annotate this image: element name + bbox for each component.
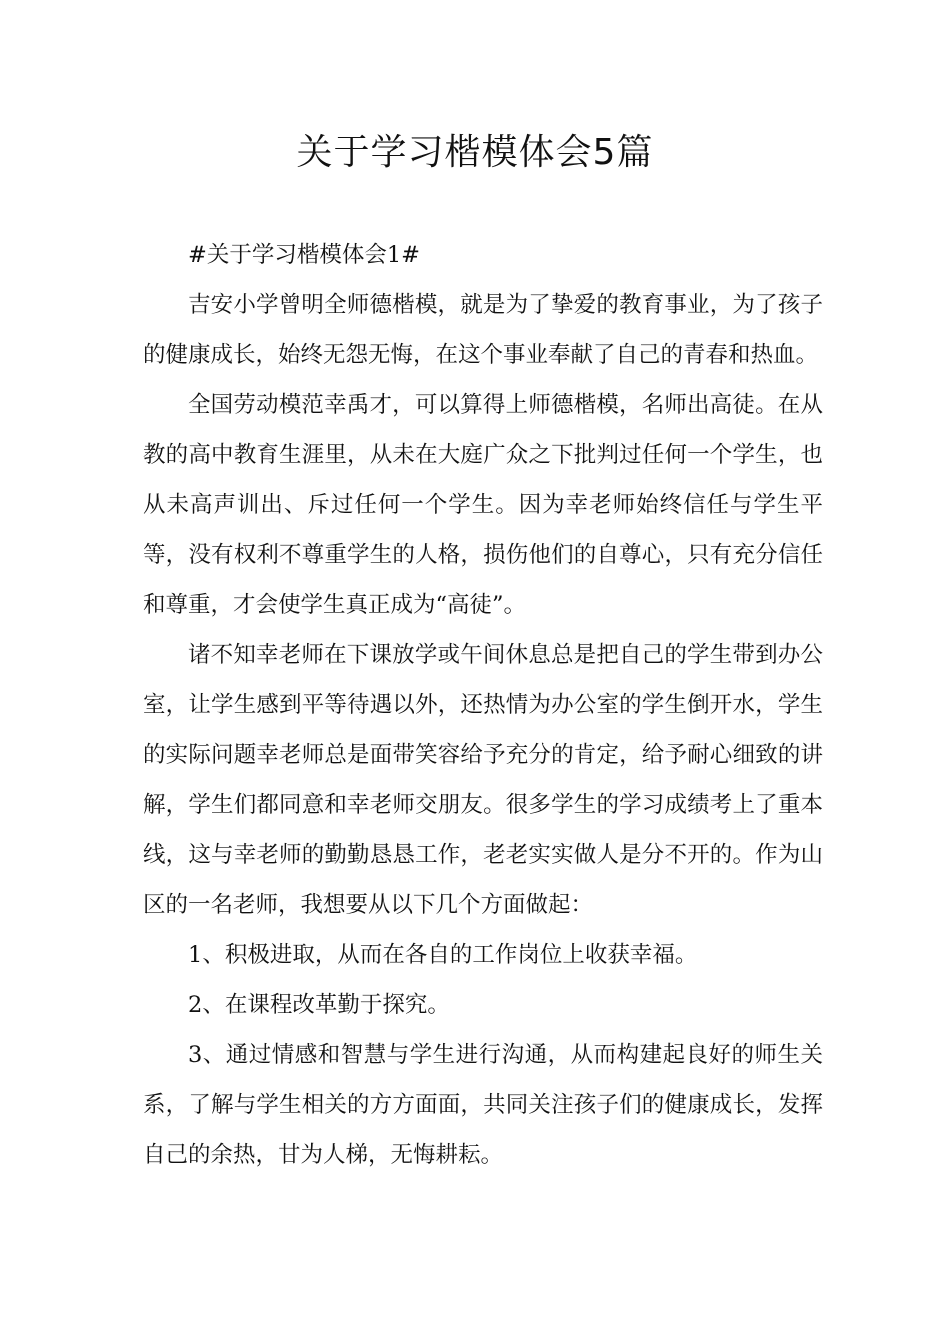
page-title: 关于学习楷模体会5篇 [296,132,654,173]
document-body [143,230,823,1180]
paragraph: 诸不知幸老师在下课放学或午间休息总是把自己的学生带到办公室，让学生感到平等待遇以外，还热情为办公室的学生倒开水，学生的实际问题幸老师总是面带笑容给予充分的肯定，给予耐心细致的讲解，学生们都同意和幸老师交朋友。很多学生的学习成绩考上了重本线，这与幸老师的勤勤恳恳工作，老老实实做人是分不开的。作为山区的一名老师，我想要从以下几个方面做起： [143,642,823,918]
section-heading: #关于学习楷模体会1# [188,242,421,268]
list-item: 2、在课程改革勤于探究。 [188,992,450,1018]
list-item: 1、积极进取，从而在各自的工作岗位上收获幸福。 [188,942,698,968]
paragraph: 吉安小学曾明全师德楷模，就是为了挚爱的教育事业，为了孩子的健康成长，始终无怨无悔，在这个事业奉献了自己的青春和热血。 [143,292,823,368]
list-item: 3、通过情感和智慧与学生进行沟通，从而构建起良好的师生关系，了解与学生相关的方方面面，共同关注孩子们的健康成长，发挥自己的余热，甘为人梯，无悔耕耘。 [143,1042,823,1168]
paragraph: 全国劳动模范幸禹才，可以算得上师德楷模，名师出高徒。在从教的高中教育生涯里，从未在大庭广众之下批判过任何一个学生，也从未高声训出、斥过任何一个学生。因为幸老师始终信任与学生平等，没有权利不尊重学生的人格，损伤他们的自尊心，只有充分信任和尊重，才会使学生真正成为“高徒”。 [143,392,823,618]
